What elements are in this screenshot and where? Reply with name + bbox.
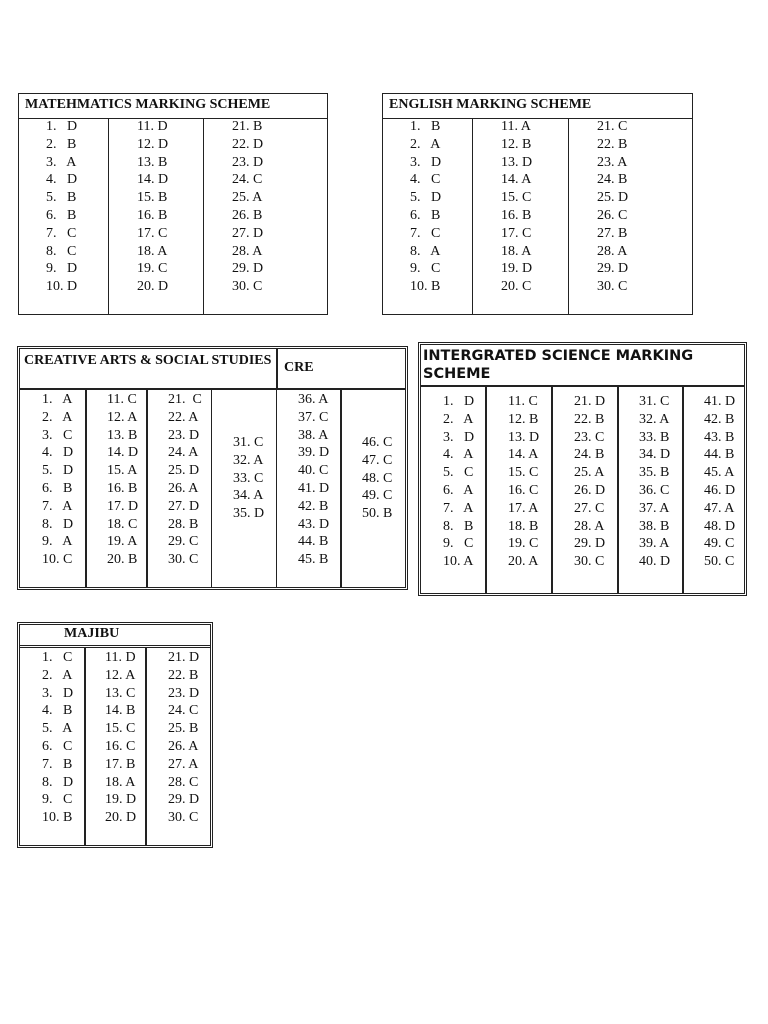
answer-item: 5. A [42,721,73,737]
answer-item: 27. B [597,225,628,241]
answer-item: 19. D [501,261,533,277]
answer-item: 10. D [46,279,78,295]
answer-item: 47. A [704,500,735,516]
science-col-2 [508,393,539,571]
answer-item: 47. C [362,452,393,468]
answer-item: 24. C [168,703,199,719]
answer-item: 12. A [105,667,136,683]
answer-item: 9. C [42,792,73,808]
answer-item: 23. C [574,429,605,445]
answer-item: 39. A [639,536,670,552]
science-title: INTERGRATED SCIENCE MARKING SCHEME [423,348,694,382]
divider [211,389,212,587]
answer-item: 17. C [501,225,532,241]
answer-item: 7. B [42,756,73,772]
answer-item: 9. A [42,534,73,550]
creative-col-6 [362,434,392,523]
answer-item: 27. D [168,498,200,514]
answer-item: 34. D [639,447,671,463]
divider [108,118,109,315]
english-table [382,93,693,315]
divider [340,389,342,587]
answer-item: 23. D [168,427,200,443]
answer-item: 40. C [298,463,329,479]
science-col-4 [639,393,670,571]
answer-item: 5. B [46,190,77,206]
answer-item: 22. B [168,667,199,683]
divider [551,386,553,593]
answer-item: 25. D [597,190,629,206]
answer-item: 22. B [574,411,605,427]
creative-col-2 [107,391,138,569]
answer-item: 6. B [42,480,73,496]
answer-item: 11. D [137,119,168,134]
answer-item: 1. D [46,119,78,134]
answer-item: 19. C [137,261,168,277]
answer-item: 24. A [168,445,199,461]
answer-item: 15. C [105,721,136,737]
answer-item: 16. B [107,480,138,496]
answer-item: 17. C [137,225,168,241]
answer-item: 30. C [574,554,605,570]
answer-item: 45. B [298,552,329,568]
creative-title: CREATIVE ARTS & SOCIAL STUDIES [24,353,272,368]
answer-item: 33. B [639,429,670,445]
answer-item: 21. D [168,650,200,665]
answer-item: 17. D [107,498,139,514]
answer-item: 35. B [639,465,670,481]
creative-col-3 [168,391,202,569]
answer-item: 21. C [597,119,628,134]
answer-item: 6. A [443,482,474,498]
answer-item: 12. B [501,136,532,152]
answer-item: 29. D [168,792,200,808]
answer-item: 27. A [168,756,199,772]
creative-col-1 [42,391,73,569]
answer-item: 50. B [362,506,393,522]
divider [472,118,473,315]
answer-item: 26. A [168,738,199,754]
answer-item: 8. D [42,516,74,532]
answer-item: 29. D [232,261,264,277]
answer-item: 37. A [639,500,670,516]
answer-item: 5. D [42,463,74,479]
answer-item: 38. B [639,518,670,534]
divider [203,118,204,315]
answer-item: 50. C [704,554,735,570]
answer-item: 32. A [639,411,670,427]
answer-item: 13. D [508,429,540,445]
answer-item: 11. C [107,392,137,407]
math-col-1 [46,118,77,296]
science-col-1 [443,393,474,571]
cre-title: CRE [284,360,314,375]
answer-item: 14. D [137,172,169,188]
divider [146,389,148,587]
answer-item: 40. D [639,554,671,570]
answer-item: 42. B [298,498,329,514]
math-table [18,93,328,315]
answer-item: 36. A [298,392,329,407]
answer-item: 24. B [597,172,628,188]
answer-item: 42. B [704,411,735,427]
answer-item: 49. C [362,488,393,504]
answer-item: 12. D [137,136,169,152]
answer-item: 15. C [501,190,532,206]
answer-item: 2. A [42,667,73,683]
creative-arts-table [17,346,408,590]
english-col-1 [410,118,441,296]
answer-item: 1. A [42,392,73,407]
answer-item: 30. C [168,810,199,826]
answer-item: 15. B [137,190,168,206]
answer-item: 5. D [410,190,442,206]
answer-item: 14. A [501,172,532,188]
answer-item: 26. A [168,480,199,496]
answer-item: 18. C [107,516,138,532]
answer-item: 27. D [232,225,264,241]
answer-item: 32. A [233,452,264,468]
answer-item: 3. A [46,154,77,170]
science-col-3 [574,393,605,571]
answer-item: 39. D [298,445,330,461]
answer-item: 26. C [597,207,628,223]
answer-item: 17. A [508,500,539,516]
answer-item: 28. C [168,774,199,790]
answer-item: 30. C [597,279,628,295]
answer-item: 24. C [232,172,263,188]
answer-item: 12. A [107,409,138,425]
answer-item: 6. B [46,207,77,223]
answer-item: 15. A [107,463,138,479]
creative-col-4 [233,434,264,523]
answer-item: 14. A [508,447,539,463]
majibu-title: MAJIBU [64,626,120,641]
answer-item: 25. A [232,190,263,206]
answer-item: 4. C [410,172,441,188]
divider [421,385,744,387]
answer-item: 26. B [232,207,263,223]
answer-item: 4. A [443,447,474,463]
answer-item: 31. C [233,435,264,450]
answer-item: 23. D [168,685,200,701]
answer-item: 23. D [232,154,264,170]
answer-item: 8. C [46,243,77,259]
answer-item: 12. B [508,411,539,427]
answer-item: 1. D [443,394,475,409]
divider [145,648,147,845]
answer-item: 20. C [501,279,532,295]
answer-item: 25. A [574,465,605,481]
english-col-2 [501,118,532,296]
majibu-col-2 [105,649,136,827]
answer-item: 34. A [233,488,264,504]
answer-item: 4. B [42,703,73,719]
answer-item: 3. D [410,154,442,170]
divider [276,389,277,587]
answer-item: 9. C [410,261,441,277]
math-col-2 [137,118,168,296]
answer-item: 20. D [105,810,137,826]
answer-item: 10. B [42,810,73,826]
answer-item: 44. B [298,534,329,550]
majibu-col-3 [168,649,199,827]
math-title: MATEHMATICS MARKING SCHEME [19,94,327,119]
answer-item: 4. D [42,445,74,461]
answer-item: 10. C [42,552,73,568]
answer-item: 19. C [508,536,539,552]
answer-item: 19. A [107,534,138,550]
answer-item: 48. C [362,470,393,486]
answer-item: 2. A [410,136,441,152]
answer-item: 11. D [105,650,136,665]
answer-item: 18. A [105,774,136,790]
answer-item: 26. D [574,482,606,498]
answer-item: 28. B [168,516,199,532]
divider [485,386,487,593]
answer-item: 21. D [574,394,606,409]
answer-item: 19. D [105,792,137,808]
answer-item: 13. D [501,154,533,170]
answer-item: 3. D [443,429,475,445]
divider [20,388,405,390]
answer-item: 33. C [233,470,264,486]
divider [682,386,684,593]
answer-item: 37. C [298,409,329,425]
answer-item: 46. C [362,435,393,450]
answer-item: 1. B [410,119,441,134]
answer-item: 1. C [42,650,73,665]
answer-item: 22. B [597,136,628,152]
answer-item: 8. D [42,774,74,790]
answer-item: 28. A [597,243,628,259]
science-col-5 [704,393,735,571]
answer-item: 35. D [233,506,265,522]
answer-item: 14. D [107,445,139,461]
answer-item: 41. D [704,394,736,409]
answer-item: 13. C [105,685,136,701]
answer-item: 6. C [42,738,73,754]
answer-item: 13. B [137,154,168,170]
answer-item: 2. A [42,409,73,425]
science-table [418,342,747,596]
answer-item: 5. C [443,465,474,481]
english-title: ENGLISH MARKING SCHEME [383,94,692,119]
answer-item: 16. C [508,482,539,498]
answer-item: 3. D [42,685,74,701]
answer-item: 21. B [232,119,263,134]
answer-item: 18. B [508,518,539,534]
answer-item: 6. B [410,207,441,223]
answer-item: 11. A [501,119,531,134]
answer-item: 18. A [137,243,168,259]
answer-item: 10. A [443,554,474,570]
answer-item: 16. B [137,207,168,223]
divider [85,389,87,587]
answer-item: 7. A [42,498,73,514]
answer-item: 27. C [574,500,605,516]
answer-item: 9. D [46,261,78,277]
divider [84,648,86,845]
answer-item: 29. D [597,261,629,277]
answer-item: 20. A [508,554,539,570]
answer-item: 7. C [410,225,441,241]
answer-item: 38. A [298,427,329,443]
answer-item: 43. B [704,429,735,445]
answer-item: 28. A [574,518,605,534]
answer-item: 28. A [232,243,263,259]
divider [20,645,210,648]
answer-item: 20. B [107,552,138,568]
answer-item: 17. B [105,756,136,772]
answer-item: 8. B [443,518,474,534]
answer-item: 4. D [46,172,78,188]
english-col-3 [597,118,628,296]
answer-item: 20. D [137,279,169,295]
answer-item: 23. A [597,154,628,170]
answer-item: 21. C [168,392,202,407]
answer-item: 25. B [168,721,199,737]
answer-item: 22. D [232,136,264,152]
answer-item: 13. B [107,427,138,443]
answer-item: 10. B [410,279,441,295]
answer-item: 8. A [410,243,441,259]
answer-item: 31. C [639,394,670,409]
creative-col-5 [298,391,329,569]
majibu-col-1 [42,649,73,827]
answer-item: 9. C [443,536,474,552]
answer-item: 16. B [501,207,532,223]
answer-item: 22. A [168,409,199,425]
answer-item: 15. C [508,465,539,481]
answer-item: 46. D [704,482,736,498]
math-col-3 [232,118,263,296]
answer-item: 45. A [704,465,735,481]
answer-item: 49. C [704,536,735,552]
answer-item: 24. B [574,447,605,463]
answer-item: 29. D [574,536,606,552]
answer-item: 2. B [46,136,77,152]
answer-item: 16. C [105,738,136,754]
answer-item: 44. B [704,447,735,463]
answer-item: 36. C [639,482,670,498]
answer-item: 7. A [443,500,474,516]
answer-item: 2. A [443,411,474,427]
answer-item: 29. C [168,534,199,550]
divider [568,118,569,315]
answer-item: 25. D [168,463,200,479]
divider [617,386,619,593]
answer-item: 18. A [501,243,532,259]
answer-item: 30. C [232,279,263,295]
answer-item: 43. D [298,516,330,532]
answer-item: 11. C [508,394,538,409]
answer-item: 48. D [704,518,736,534]
answer-item: 41. D [298,480,330,496]
answer-item: 3. C [42,427,73,443]
answer-item: 30. C [168,552,199,568]
majibu-table [17,622,213,848]
answer-item: 14. B [105,703,136,719]
answer-item: 7. C [46,225,77,241]
